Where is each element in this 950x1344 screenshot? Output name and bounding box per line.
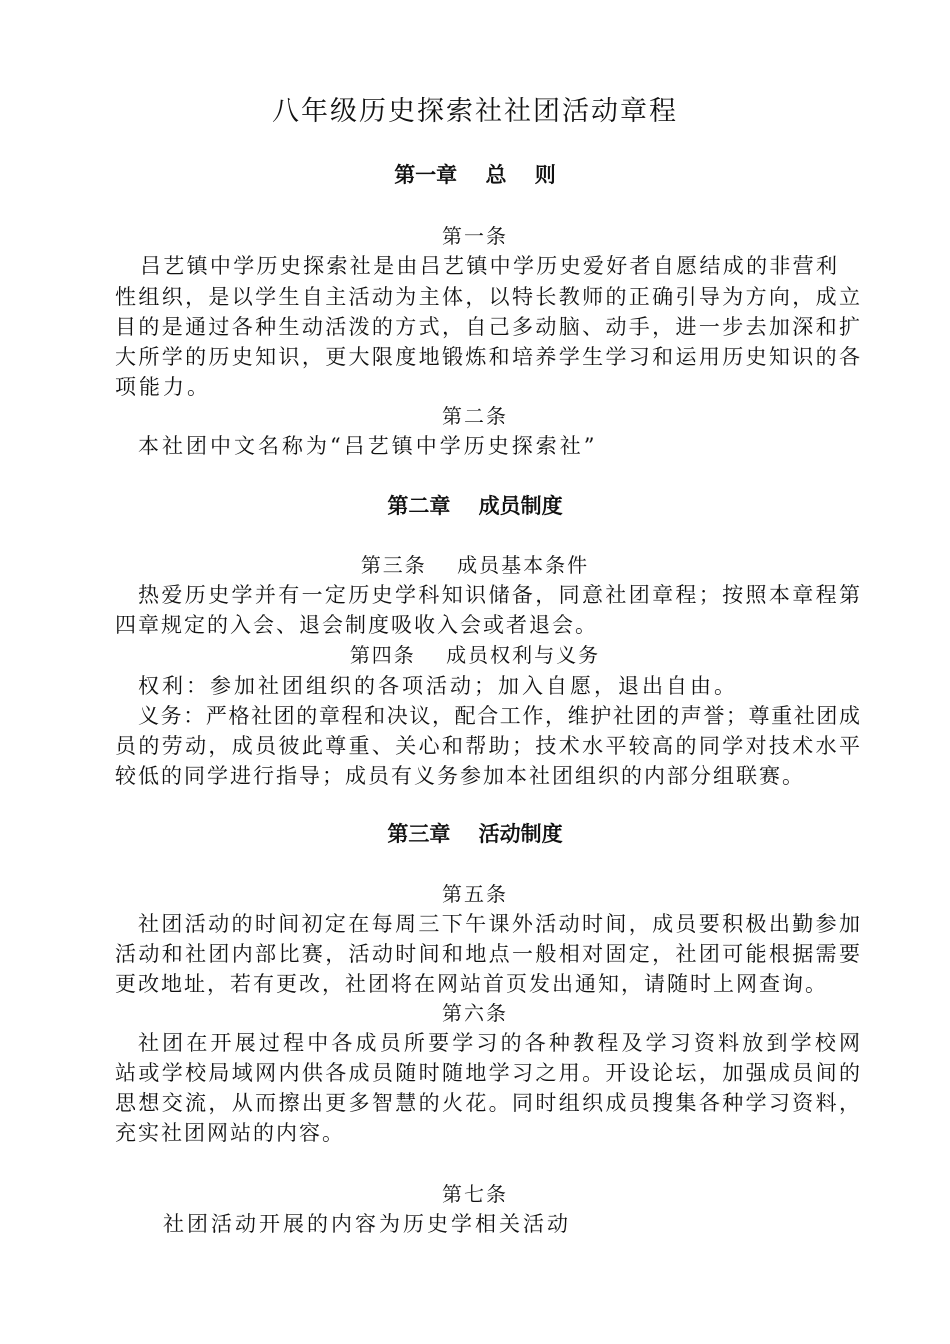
- article-4-duties-line-2: 员的劳动，成员彼此尊重、关心和帮助；技术水平较高的同学对技术水平: [115, 734, 860, 758]
- article-6-line-4: 充实社团网站的内容。: [115, 1121, 345, 1145]
- article-6-line-1: 社团在开展过程中各成员所要学习的各种教程及学习资料放到学校网: [138, 1031, 860, 1055]
- article-5-line-2: 活动和社团内部比赛，活动时间和地点一般相对固定，社团可能根据需要: [115, 942, 860, 966]
- article-4-duties-line-1: 义务：严格社团的章程和决议，配合工作，维护社团的声誉；尊重社团成: [138, 704, 860, 728]
- article-1-line-1: 吕艺镇中学历史探索社是由吕艺镇中学历史爱好者自愿结成的非营利: [140, 254, 837, 278]
- article-4-label: 第四条 成员权利与义务: [349, 643, 601, 667]
- article-6-line-3: 思想交流，从而擦出更多智慧的火花。同时组织成员搜集各种学习资料，: [115, 1091, 860, 1115]
- article-1-line-3: 目的是通过各种生动活泼的方式，自己多动脑、动手，进一步去加深和扩: [115, 315, 860, 339]
- article-1-line-5: 项能力。: [115, 375, 211, 399]
- article-6-label: 第六条: [442, 1001, 508, 1025]
- article-7-label: 第七条: [442, 1182, 508, 1206]
- chapter-1-heading: 第一章 总 则: [394, 163, 556, 187]
- chapter-3-heading: 第三章 活动制度: [387, 822, 563, 846]
- chapter-2-heading: 第二章 成员制度: [387, 494, 563, 518]
- article-7-text: 社团活动开展的内容为历史学相关活动: [163, 1212, 571, 1236]
- article-1-label: 第一条: [442, 224, 508, 248]
- article-3-line-2: 四章规定的入会、退会制度吸收入会或者退会。: [115, 613, 598, 637]
- article-1-line-2: 性组织，是以学生自主活动为主体，以特长教师的正确引导为方向，成立: [115, 285, 860, 309]
- article-5-line-1: 社团活动的时间初定在每周三下午课外活动时间，成员要积极出勤参加: [138, 912, 860, 936]
- article-5-label: 第五条: [442, 882, 508, 906]
- article-2-label: 第二条: [442, 404, 508, 428]
- article-2-text: 本社团中文名称为“吕艺镇中学历史探索社”: [138, 434, 598, 458]
- article-4-duties-line-3: 较低的同学进行指导；成员有义务参加本社团组织的内部分组联赛。: [115, 764, 805, 788]
- document-title: 八年级历史探索社社团活动章程: [272, 96, 678, 127]
- article-4-rights: 权利：参加社团组织的各项活动；加入自愿，退出自由。: [138, 674, 738, 698]
- article-5-line-3: 更改地址，若有更改，社团将在网站首页发出通知，请随时上网查询。: [115, 972, 828, 996]
- article-3-line-1: 热爱历史学并有一定历史学科知识储备，同意社团章程；按照本章程第: [138, 583, 860, 607]
- article-3-label: 第三条 成员基本条件: [360, 553, 590, 577]
- article-6-line-2: 站或学校局域网内供各成员随时随地学习之用。开设论坛，加强成员间的: [115, 1061, 860, 1085]
- article-1-line-4: 大所学的历史知识，更大限度地锻炼和培养学生学习和运用历史知识的各: [115, 345, 860, 369]
